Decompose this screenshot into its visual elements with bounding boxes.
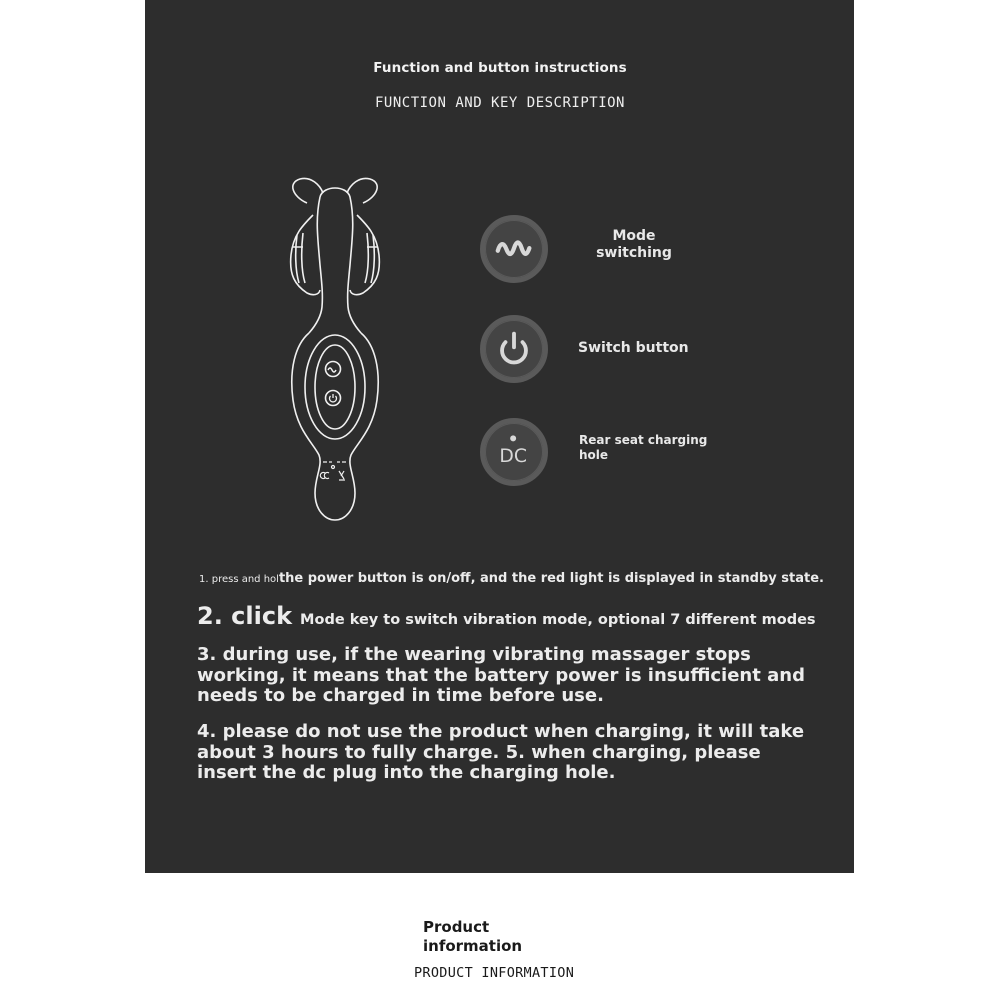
device-outline (291, 178, 380, 520)
device-mode-key (326, 362, 341, 377)
instruction-2-text: Mode key to switch vibration mode, optional 7 different modes (300, 612, 816, 628)
charging-hole-label (579, 433, 707, 463)
mode-label-line1: Mode (612, 228, 656, 244)
mode-label-line2: switching (596, 245, 672, 261)
power-icon (485, 320, 543, 378)
product-info-title-line2: information (423, 937, 523, 955)
instruction-2 (197, 602, 816, 630)
product-info-subtitle: PRODUCT INFORMATION (414, 965, 575, 981)
device-illustration (275, 175, 395, 525)
instruction-1-text: the power button is on/off, and the red light is displayed in standby state. (278, 571, 824, 586)
device-power-key (326, 391, 341, 406)
instruction-1 (199, 571, 824, 586)
section-subtitle: FUNCTION AND KEY DESCRIPTION (374, 95, 625, 111)
dc-charging-icon (480, 418, 548, 486)
product-info-title (423, 918, 522, 956)
mode-switching-label (575, 228, 693, 262)
wave-icon (485, 220, 543, 278)
instruction-2-prefix: 2. click (197, 602, 293, 630)
instruction-1-prefix: 1. press and hol (199, 574, 279, 585)
switch-button-icon (480, 315, 548, 383)
instruction-3: 3. during use, if the wearing vibrating massager stops working, it means that the battery power is insufficient and needs to be charged in time before use. (197, 644, 805, 706)
dc-icon-text: DC (499, 446, 527, 468)
device-markings (320, 462, 346, 480)
switch-button-label: Switch button (578, 340, 689, 356)
charging-label-line2: hole (579, 448, 609, 462)
instruction-4-5: 4. please do not use the product when charging, it will take about 3 hours to fully charge. 5. when charging, please insert the dc plug into the charging hole. (197, 721, 805, 783)
mode-switch-button-icon (480, 215, 548, 283)
dc-icon (485, 423, 543, 481)
charging-label-line1: Rear seat charging (579, 433, 708, 447)
section-title: Function and button instructions (373, 60, 627, 76)
product-info-title-line1: Product (423, 918, 490, 936)
